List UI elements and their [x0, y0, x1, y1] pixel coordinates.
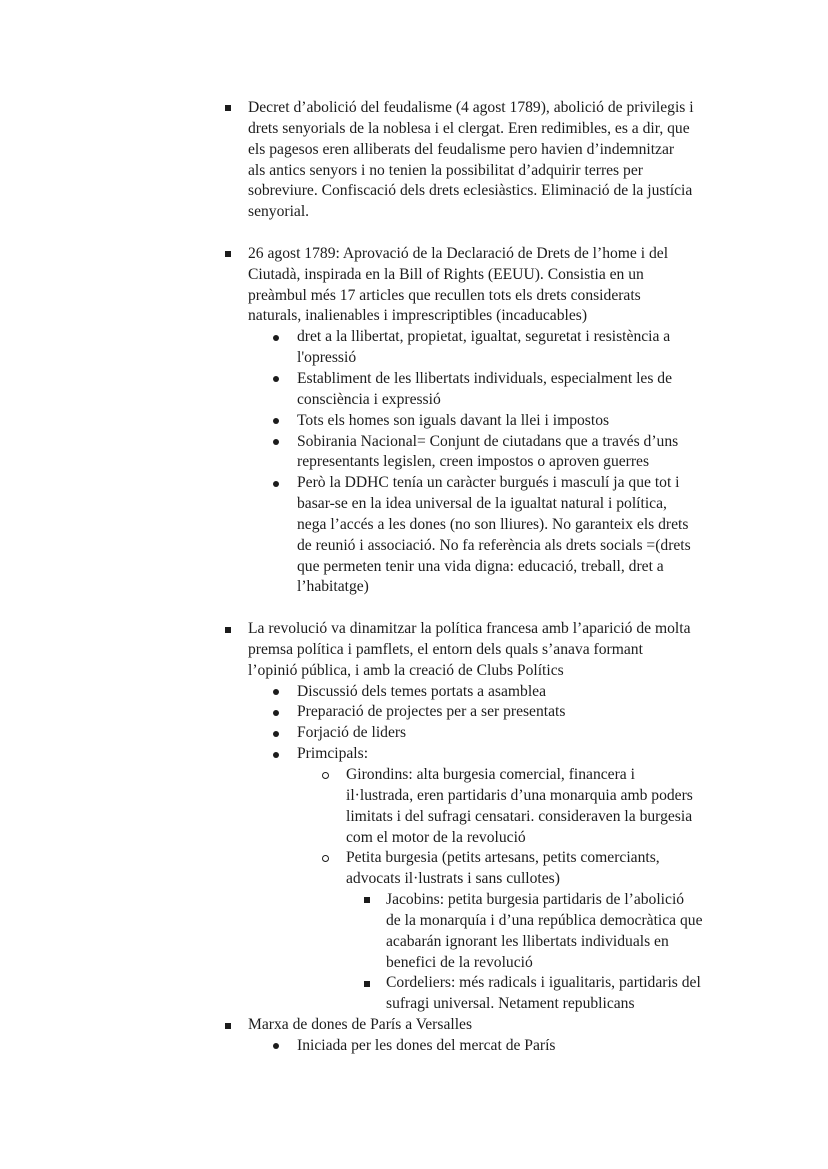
- text-line: limitats i del sufragi censatari. consideraven la burgesia: [346, 807, 693, 825]
- text-line: l’habitatge): [297, 578, 369, 596]
- document-body: [0, 98, 828, 1057]
- text-line: Girondins: alta burgesia comercial, financera i: [346, 766, 635, 783]
- list-item-level-1: [0, 619, 828, 682]
- circle-bullet-icon: [319, 848, 331, 869]
- list-item-level-2: [0, 1036, 828, 1057]
- list-item-level-1: [0, 98, 828, 223]
- text-line: nega l’accés a les dones (no son lliures). No garanteix els drets: [297, 515, 689, 533]
- dot-bullet-icon: [270, 1036, 282, 1057]
- text-line: drets senyorials de la noblesa i el clergat. Eren redimibles, es a dir, que: [248, 119, 690, 137]
- text-line: Però la DDHC tenía un caràcter burgués i masculí ja que tot i: [297, 474, 680, 492]
- list-item-level-4: [0, 973, 828, 1015]
- text-line: de reunió i associació. No fa referència als drets socials =(drets: [297, 536, 691, 554]
- dot-bullet-icon: [270, 744, 282, 765]
- text-line: de la monarquía i d’una república democràtica que: [386, 911, 703, 929]
- text-line: l'opressió: [297, 349, 357, 367]
- text-line: premsa política i pamflets, el entorn dels quals s’anava formant: [248, 640, 643, 658]
- square-bullet-icon: [361, 890, 373, 911]
- list-item-level-2: [0, 432, 828, 474]
- text-line: dret a la llibertat, propietat, igualtat, seguretat i resistència a: [297, 328, 671, 346]
- dot-bullet-icon: [270, 723, 282, 744]
- square-bullet-icon: [222, 244, 234, 265]
- text-line: acabarán ignorant les llibertats individuals en: [386, 932, 669, 950]
- text-line: l’opinió pública, i amb la creació de Clubs Polítics: [248, 661, 564, 679]
- text-line: Cordeliers: més radicals i igualitaris, partidaris del: [386, 974, 701, 992]
- text-line: Preparació de projectes per a ser presentats: [297, 703, 566, 721]
- list-item-level-2: [0, 723, 828, 744]
- text-line: que permeten tenir una vida digna: educació, treball, dret a: [297, 557, 664, 575]
- dot-bullet-icon: [270, 432, 282, 453]
- text-line: Tots els homes son iguals davant la llei i impostos: [297, 411, 610, 429]
- text-line: naturals, inalienables i imprescriptibles (incaducables): [248, 307, 588, 325]
- text-line: Jacobins: petita burgesia partidaris de l’abolició: [386, 891, 685, 909]
- text-line: Forjació de liders: [297, 724, 407, 742]
- list-item-level-2: [0, 369, 828, 411]
- text-line: Sobirania Nacional= Conjunt de ciutadans que a través d’uns: [297, 432, 679, 450]
- square-bullet-icon: [222, 98, 234, 119]
- text-line: Ciutadà, inspirada en la Bill of Rights (EEUU). Consistia en un: [248, 265, 644, 283]
- text-line: 26 agost 1789: Aprovació de la Declaració de Drets de l’home i del: [248, 244, 669, 262]
- list-item-level-2: [0, 744, 828, 765]
- list-item-level-2: [0, 702, 828, 723]
- dot-bullet-icon: [270, 327, 282, 348]
- text-line: sobreviure. Confiscació dels drets eclesiàstics. Eliminació de la justícia: [248, 182, 693, 200]
- list-item-level-3: [0, 848, 828, 890]
- text-line: La revolució va dinamitzar la política francesa amb l’aparició de molta: [248, 620, 691, 638]
- text-line: Iniciada per les dones del mercat de París: [297, 1036, 556, 1054]
- text-line: basar-se en la idea universal de la igualtat natural i política,: [297, 495, 667, 513]
- blank-line: [0, 598, 828, 619]
- text-line: Marxa de dones de París a Versalles: [248, 1016, 473, 1034]
- square-bullet-icon: [222, 1015, 234, 1036]
- text-line: preàmbul més 17 articles que recullen tots els drets considerats: [248, 286, 641, 304]
- text-line: Decret d’abolició del feudalisme (4 agost 1789), abolició de privilegis i: [248, 99, 694, 116]
- list-item-level-2: [0, 411, 828, 432]
- text-line: com el motor de la revolució: [346, 828, 526, 846]
- dot-bullet-icon: [270, 473, 282, 494]
- dot-bullet-icon: [270, 411, 282, 432]
- square-bullet-icon: [361, 973, 373, 994]
- square-bullet-icon: [222, 619, 234, 640]
- list-item-level-2: [0, 473, 828, 598]
- text-line: benefici de la revolució: [386, 953, 533, 971]
- text-line: Primcipals:: [297, 745, 369, 763]
- list-item-level-2: [0, 682, 828, 703]
- text-line: sufragi universal. Netament republicans: [386, 995, 635, 1013]
- list-item-level-3: [0, 765, 828, 848]
- text-line: senyorial.: [248, 203, 310, 221]
- list-item-level-2: [0, 327, 828, 369]
- text-line: els pagesos eren alliberats del feudalisme pero havien d’indemnitzar: [248, 140, 675, 158]
- text-line: advocats il·lustrats i sans cullotes): [346, 870, 560, 888]
- text-line: il·lustrada, eren partidaris d’una monarquia amb poders: [346, 786, 693, 804]
- list-item-level-1: [0, 1015, 828, 1036]
- circle-bullet-icon: [319, 765, 331, 786]
- text-line: Petita burgesia (petits artesans, petits comerciants,: [346, 849, 660, 867]
- text-line: representants legislen, creen impostos o aproven guerres: [297, 453, 650, 471]
- list-item-level-1: [0, 244, 828, 327]
- dot-bullet-icon: [270, 682, 282, 703]
- dot-bullet-icon: [270, 369, 282, 390]
- list-item-level-4: [0, 890, 828, 973]
- text-line: consciència i expressió: [297, 390, 441, 408]
- text-line: Establiment de les llibertats individuals, especialment les de: [297, 369, 673, 387]
- text-line: als antics senyors i no tenien la possibilitat d’adquirir terres per: [248, 161, 643, 179]
- text-line: Discussió dels temes portats a asamblea: [297, 682, 547, 700]
- blank-line: [0, 223, 828, 244]
- dot-bullet-icon: [270, 702, 282, 723]
